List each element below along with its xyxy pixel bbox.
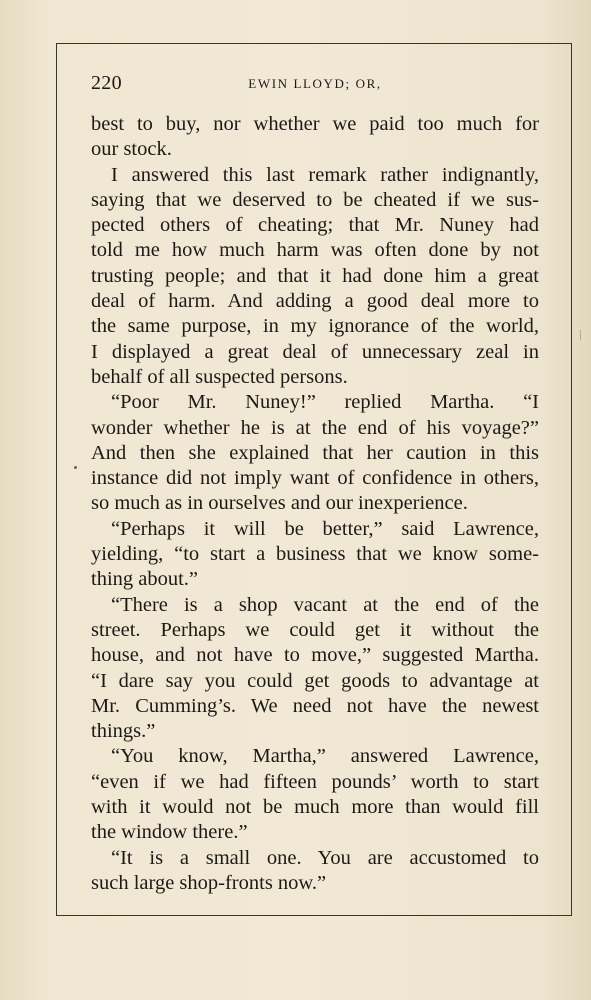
text-line: such large shop-fronts now.” — [91, 871, 327, 894]
text-line: thing about.” — [91, 568, 199, 591]
text-line: so much as in ourselves and our inexperience. — [91, 492, 468, 515]
running-head: EWIN LLOYD; OR, — [248, 76, 382, 91]
text-line: saying that we deserved to be cheated if we sus- — [91, 188, 539, 211]
text-line: “I dare say you could get goods to advantage at — [91, 669, 539, 692]
text-line: deal of harm. And adding a good deal more to — [91, 290, 539, 313]
ink-speck — [74, 466, 77, 469]
text-line: “You know, Martha,” answered Lawrence, — [111, 745, 539, 768]
text-line: behalf of all suspected persons. — [91, 365, 348, 388]
text-line: instance did not imply want of confidence in others, — [91, 467, 539, 490]
text-line: I displayed a great deal of unnecessary zeal in — [91, 340, 539, 363]
page-header — [91, 72, 539, 100]
text-line: best to buy, nor whether we paid too much for — [91, 113, 539, 135]
text-line: trusting people; and that it had done him a great — [91, 264, 539, 287]
text-line: yielding, “to start a business that we know some- — [91, 543, 539, 566]
text-line: our stock. — [91, 138, 172, 161]
text-line: house, and not have to move,” suggested Martha. — [91, 644, 539, 667]
text-line: wonder whether he is at the end of his voyage?” — [91, 416, 539, 439]
text-line: “There is a shop vacant at the end of the — [111, 593, 539, 616]
text-line: And then she explained that her caution in this — [91, 441, 539, 464]
text-line: the same purpose, in my ignorance of the world, — [91, 315, 539, 338]
text-line: I answered this last remark rather indignantly, — [111, 163, 539, 186]
text-line: pected others of cheating; that Mr. Nuney had — [91, 214, 539, 237]
body-text — [91, 112, 539, 896]
text-line: “Perhaps it will be better,” said Lawrence, — [111, 517, 539, 540]
text-line: the window there.” — [91, 821, 248, 844]
margin-mark — [580, 330, 585, 340]
text-line: with it would not be much more than would fill — [91, 796, 539, 819]
text-line: things.” — [91, 720, 156, 743]
text-line: “Poor Mr. Nuney!” replied Martha. “I — [111, 391, 539, 414]
text-line: Mr. Cumming’s. We need not have the newest — [91, 694, 539, 717]
text-line: street. Perhaps we could get it without the — [91, 618, 539, 641]
text-line: “even if we had fifteen pounds’ worth to start — [91, 770, 539, 793]
page-number: 220 — [91, 72, 122, 94]
text-line: told me how much harm was often done by not — [91, 239, 539, 262]
text-line: “It is a small one. You are accustomed to — [111, 846, 539, 869]
